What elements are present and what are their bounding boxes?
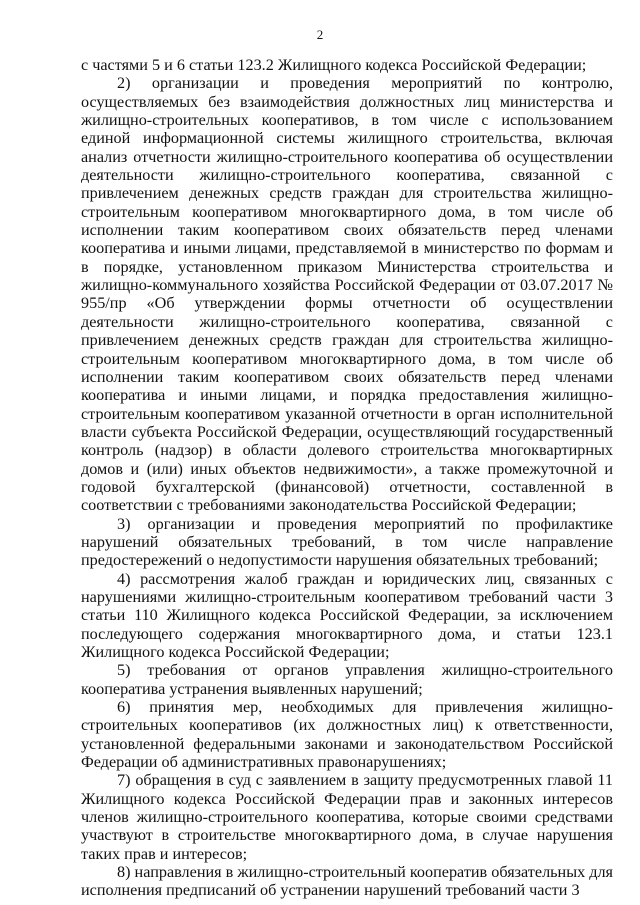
paragraph: 8) направления в жилищно-строительный кооператив обязательных для исполнения предписаний об устранении нарушений требований части 3 <box>81 863 613 900</box>
paragraph: 5) требования от органов управления жилищно-строительного кооператива устранения выявленных нарушений; <box>81 661 613 698</box>
paragraph: с частями 5 и 6 статьи 123.2 Жилищного кодекса Российской Федерации; <box>81 56 587 74</box>
paragraph: 3) организации и проведения мероприятий по профилактике нарушений обязательных требований, в том числе направление предостережений о недопустимости нарушения обязательных требований; <box>81 514 613 570</box>
paragraph: 6) принятия мер, необходимых для привлечения жилищно-строительных кооперативов (их должностных лиц) к ответственности, установленной федеральными законами и законодательством Российской Федерации об административных правонарушениях; <box>81 698 613 772</box>
page-number: 2 <box>316 27 324 42</box>
paragraph: 7) обращения в суд с заявлением в защиту предусмотренных главой 11 Жилищного кодекса Российской Федерации прав и законных интересов членов жилищно-строительного кооператива, которые своими средствами участвуют в строительстве многоквартирного дома, в случае нарушения таких прав и интересов; <box>81 771 613 863</box>
paragraph: 2) организации и проведения мероприятий по контролю, осуществляемых без взаимодействия должностных лиц министерства и жилищно-строительных кооперативов, в том числе с использованием единой информационной системы жилищного строительства, включая анализ отчетности жилищно-строительного кооператива об осуществлении деятельности жилищно-строительного кооператива, связанной с привлечением денежных средств граждан для строительства жилищно-строительным кооперативом многоквартирного дома, в том числе об исполнении таким кооперативом своих обязательств перед членами кооператива и иными лицами, представляемой в министерство по формам и в порядке, установленном приказом Министерства строительства и жилищно-коммунального хозяйства Российской Федерации от 03.07.2017 № 955/пр «Об утверждении формы отчетности об осуществлении деятельности жилищно-строительного кооператива, связанной с привлечением денежных средств граждан для строительства жилищно-строительным кооперативом многоквартирного дома, в том числе об исполнении таким кооперативом своих обязательств перед членами кооператива и иными лицами, и порядка предоставления жилищно-строительным кооперативом указанной отчетности в орган исполнительной власти субъекта Российской Федерации, осуществляющий государственный контроль (надзор) в области долевого строительства многоквартирных домов и (или) иных объектов недвижимости», а также промежуточной и годовой бухгалтерской (финансовой) отчетности, составленной в соответствии с требованиями законодательства Российской Федерации; <box>81 74 613 515</box>
paragraph: 4) рассмотрения жалоб граждан и юридических лиц, связанных с нарушениями жилищно-строительным кооперативом требований части 3 статьи 110 Жилищного кодекса Российской Федерации, за исключением последующего содержания многоквартирного дома, и статьи 123.1 Жилищного кодекса Российской Федерации; <box>81 569 613 661</box>
document-body <box>81 56 613 900</box>
